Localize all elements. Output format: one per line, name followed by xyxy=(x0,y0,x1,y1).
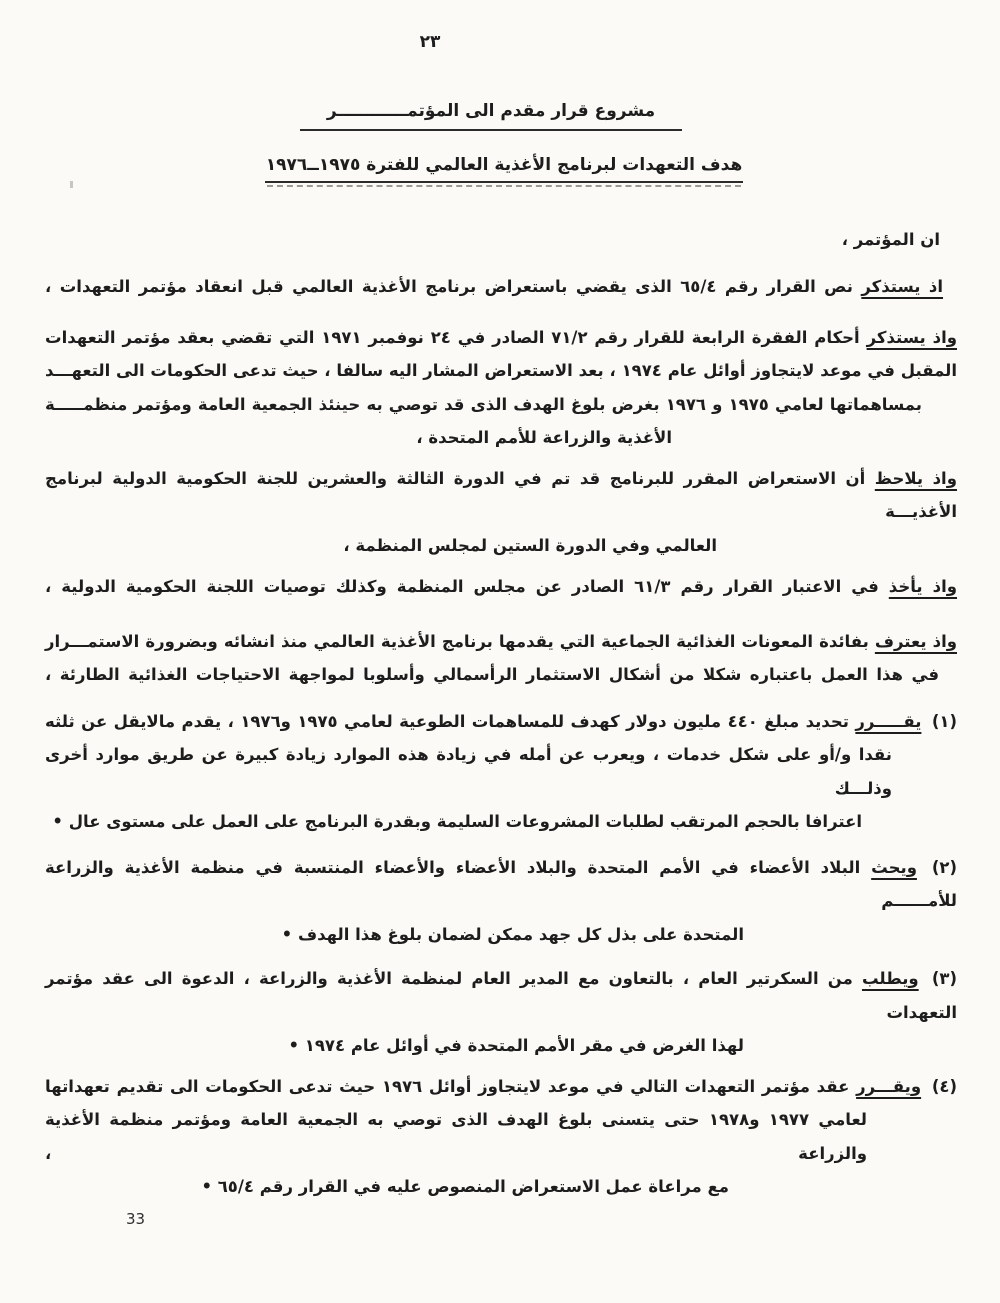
paragraph-text: في الاعتبار القرار رقم ٦١/٣ الصادر عن مجلس المنظمة وكذلك توصيات اللجنة الحكومية الدولية ، xyxy=(45,577,879,596)
text-line xyxy=(45,625,957,659)
paragraph-text: الأغذية والزراعة للأمم المتحدة ، xyxy=(416,428,672,447)
item-number: (٢) xyxy=(931,857,958,877)
preamble-opening: ان المؤتمر ، xyxy=(841,230,940,249)
item-lead: يقـــــرر xyxy=(855,711,922,731)
paragraph-lead: واذ يأخذ xyxy=(888,577,958,596)
document-subtitle: هدف التعهدات لبرنامج الأغذية العالمي للفترة ١٩٧٥ــ١٩٧٦ xyxy=(265,155,743,183)
text-line xyxy=(45,658,957,692)
text-line xyxy=(45,388,957,422)
item-text: البلاد الأعضاء في الأمم المتحدة والبلاد الأعضاء والأعضاء المنتسبة في منظمة الأغذية والزراعة للأمــــــم xyxy=(45,857,957,910)
item-number: (١) xyxy=(931,711,957,731)
text-line xyxy=(45,321,957,355)
paragraph-text: أحكام الفقرة الرابعة للقرار رقم ٧١/٢ الصادر في ٢٤ نوفمبر ١٩٧١ التي تقضي بعقد مؤتمر التعهدات xyxy=(45,327,860,347)
item-lead: ويقـــرر xyxy=(856,1076,922,1096)
text-line xyxy=(45,462,957,529)
item-text: عقد مؤتمر التعهدات التالي في موعد لايتجاوز أوائل ١٩٧٦ حيث تدعى الحكومات الى تقديم تعهداتها xyxy=(45,1076,850,1096)
item-text: المتحدة على بذل كل جهد ممكن لضمان بلوغ هذا الهدف • xyxy=(281,924,744,944)
text-line xyxy=(45,421,957,455)
paragraph-lead: اذ يستذكر xyxy=(861,277,944,296)
text-line xyxy=(45,918,957,952)
paragraph-text: أن الاستعراض المقرر للبرنامج قد تم في الدورة الثالثة والعشرين للجنة الحكومية الدولية لبرنامج الأغذيـــة xyxy=(45,468,957,521)
text-line xyxy=(45,805,957,839)
paragraph-text: المقبل في موعد لايتجاوز أوائل عام ١٩٧٤ ، بعد الاستعراض المشار اليه سالفا ، حيث تدعى الحكومات الى التعهـــد xyxy=(45,361,957,380)
document-body xyxy=(45,270,957,1204)
item-text: نقدا و/أو على شكل خدمات ، ويعرب عن أمله في زيادة هذه الموارد زيادة كبيرة عن طريق موارد أخرى وذلـــك xyxy=(45,745,892,798)
text-line xyxy=(45,1170,957,1204)
paragraph-text: بمساهماتها لعامي ١٩٧٥ و ١٩٧٦ بغرض بلوغ الهدف الذى قد توصي به حينئذ الجمعية العامة ومؤتمر منظمـــــة xyxy=(45,394,923,414)
item-lead: ويحث xyxy=(871,857,917,877)
text-line xyxy=(45,1070,957,1104)
text-line xyxy=(45,1029,957,1063)
page-number-top: ٢٣ xyxy=(419,32,441,52)
preamble-paragraph xyxy=(45,321,957,455)
paragraph-text: في هذا العمل باعتباره شكلا من أشكال الاستثمار الرأسمالي وأسلوبا لمواجهة الاحتياجات الغذائية الطارئة ، xyxy=(45,665,939,684)
preamble-paragraph xyxy=(45,270,957,304)
scan-artifact xyxy=(70,181,73,188)
paragraph-text: بفائدة المعونات الغذائية الجماعية التي يقدمها برنامج الأغذية العالمي منذ انشائه وبضرورة الاستمـــرار xyxy=(45,631,869,651)
item-text: لعامي ١٩٧٧ و١٩٧٨ حتى يتسنى بلوغ الهدف الذى توصي به الجمعية العامة ومؤتمر منظمة الأغذية والزراعة ، xyxy=(45,1110,867,1163)
text-line xyxy=(45,851,957,918)
text-line xyxy=(45,529,957,563)
paragraph-text: نص القرار رقم ٦٥/٤ الذى يقضي باستعراض برنامج الأغذية العالمي قبل انعقاد مؤتمر التعهدات ، xyxy=(45,277,853,296)
preamble-paragraph xyxy=(45,625,957,692)
document-title: مشروع قرار مقدم الى المؤتمــــــــــــر xyxy=(300,101,682,131)
paragraph-lead: واذ يلاحظ xyxy=(874,468,957,488)
text-line xyxy=(45,705,957,739)
item-lead: ويطلب xyxy=(861,969,919,988)
item-number: (٣) xyxy=(931,969,957,988)
item-text: من السكرتير العام ، بالتعاون مع المدير العام لمنظمة الأغذية والزراعة ، الدعوة الى عقد مؤتمر التعهدات xyxy=(45,969,957,1022)
item-text: لهذا الغرض في مقر الأمم المتحدة في أوائل عام ١٩٧٤ • xyxy=(288,1036,744,1055)
operative-item xyxy=(45,962,957,1063)
text-line xyxy=(45,354,957,388)
text-line xyxy=(45,270,957,304)
text-line xyxy=(45,1103,957,1170)
text-line xyxy=(45,570,957,604)
operative-item xyxy=(45,851,957,952)
item-number: (٤) xyxy=(931,1076,957,1096)
item-text: مع مراعاة عمل الاستعراض المنصوص عليه في القرار رقم ٦٥/٤ • xyxy=(201,1177,729,1196)
paragraph-lead: واذ يستذكر xyxy=(866,327,957,347)
text-line xyxy=(45,962,957,1029)
preamble-paragraph xyxy=(45,462,957,563)
paragraph-lead: واذ يعترف xyxy=(874,631,957,651)
operative-item xyxy=(45,1070,957,1204)
text-line xyxy=(45,738,957,805)
operative-item xyxy=(45,705,957,839)
item-text: تحديد مبلغ ٤٤٠ مليون دولار كهدف للمساهمات الطوعية لعامي ١٩٧٥ و١٩٧٦ ، يقدم مالايقل عن ثلثه xyxy=(45,711,849,731)
item-text: اعترافا بالحجم المرتقب لطلبات المشروعات السليمة وبقدرة البرنامج على العمل على مستوى عال • xyxy=(52,812,862,831)
preamble-paragraph xyxy=(45,570,957,604)
paragraph-text: العالمي وفي الدورة الستين لمجلس المنظمة ، xyxy=(343,535,717,555)
page-number-bottom: 33 xyxy=(126,1210,146,1228)
